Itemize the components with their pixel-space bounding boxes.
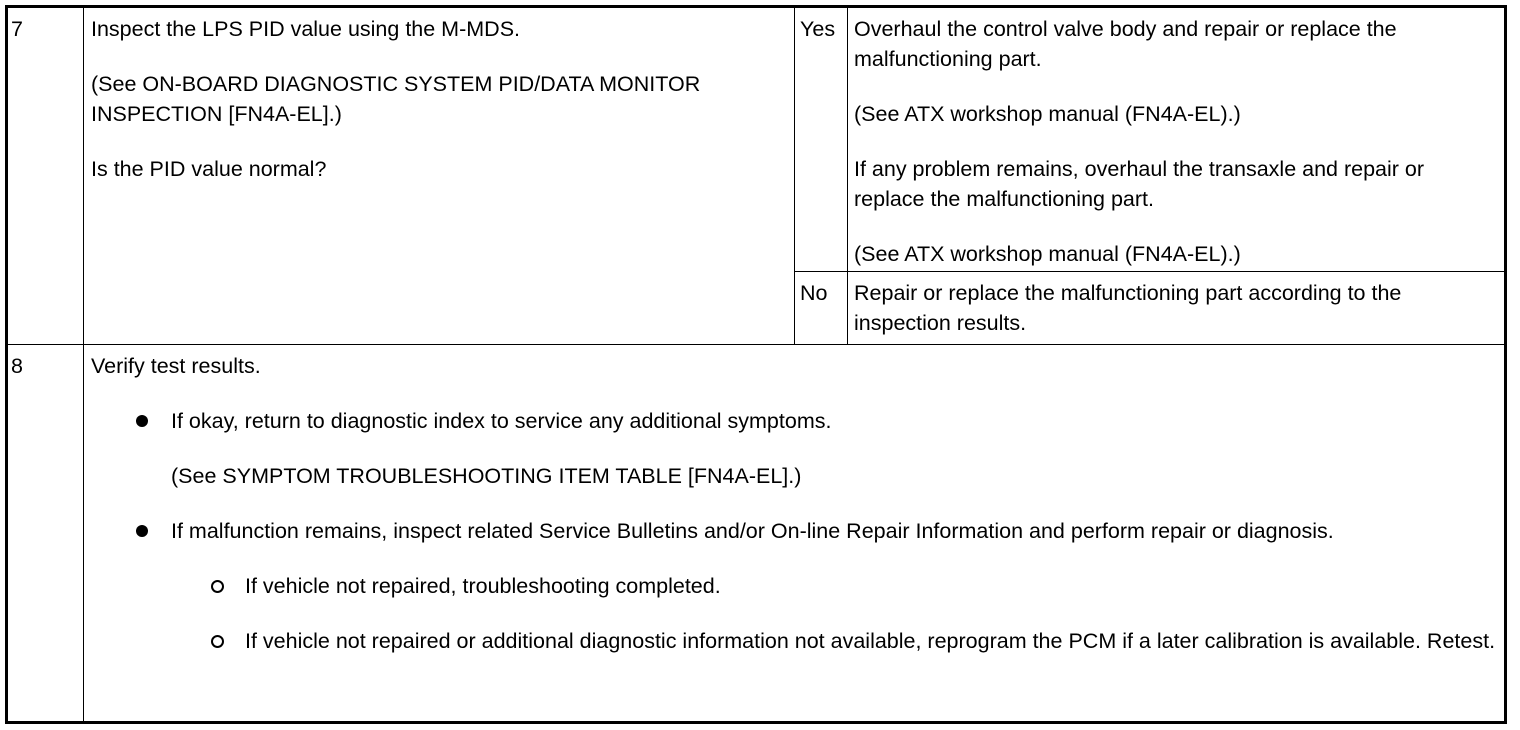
table-row-step-7-yes: [7, 7, 1506, 272]
action-cell: [84, 7, 795, 345]
action-cell-wide: [84, 345, 1506, 723]
bullet-circle-icon: [211, 635, 224, 648]
bullet-note: (See SYMPTOM TROUBLESHOOTING ITEM TABLE [FN4A-EL].): [171, 464, 802, 488]
action-question: Is the PID value normal?: [91, 157, 327, 181]
action-instruction: Inspect the LPS PID value using the M-MDS.: [91, 17, 521, 41]
list-item: [136, 406, 1496, 491]
bullet-list: [91, 406, 1496, 656]
outcome-label-yes: Yes: [795, 7, 848, 272]
result-text: Repair or replace the malfunctioning part according to the inspection results.: [854, 281, 1402, 335]
bullet-text: If malfunction remains, inspect related Service Bulletins and/or On-line Repair Information and perform repair or diagnosis.: [171, 519, 1334, 543]
action-title: Verify test results.: [91, 354, 261, 378]
result-text: If any problem remains, overhaul the transaxle and repair or replace the malfunctioning part.: [854, 157, 1425, 211]
result-reference: (See ATX workshop manual (FN4A-EL).): [854, 102, 1241, 126]
bullet-dot-icon: [136, 415, 148, 427]
list-item: [136, 516, 1496, 656]
bullet-text: If okay, return to diagnostic index to service any additional symptoms.: [171, 409, 832, 433]
sub-bullet-text: If vehicle not repaired or additional diagnostic information not available, reprogram the PCM if a later calibration is available. Retest.: [245, 629, 1496, 653]
sub-bullet-text: If vehicle not repaired, troubleshooting completed.: [245, 574, 721, 598]
sub-list-item: [211, 626, 1496, 656]
bullet-circle-icon: [211, 580, 224, 593]
outcome-label-no: No: [795, 272, 848, 345]
result-text: Overhaul the control valve body and repair or replace the malfunctioning part.: [854, 17, 1397, 71]
step-number: 8: [7, 345, 84, 723]
step-number: 7: [7, 7, 84, 345]
table-row-step-8: [7, 345, 1506, 723]
result-cell-yes: [848, 7, 1506, 272]
sub-bullet-list: [171, 571, 1496, 656]
action-reference: (See ON-BOARD DIAGNOSTIC SYSTEM PID/DATA MONITOR INSPECTION [FN4A-EL].): [91, 72, 701, 126]
sub-list-item: [211, 571, 1496, 601]
result-cell-no: [848, 272, 1506, 345]
bullet-dot-icon: [136, 525, 148, 537]
troubleshooting-table: [5, 5, 1507, 724]
result-reference: (See ATX workshop manual (FN4A-EL).): [854, 242, 1241, 266]
